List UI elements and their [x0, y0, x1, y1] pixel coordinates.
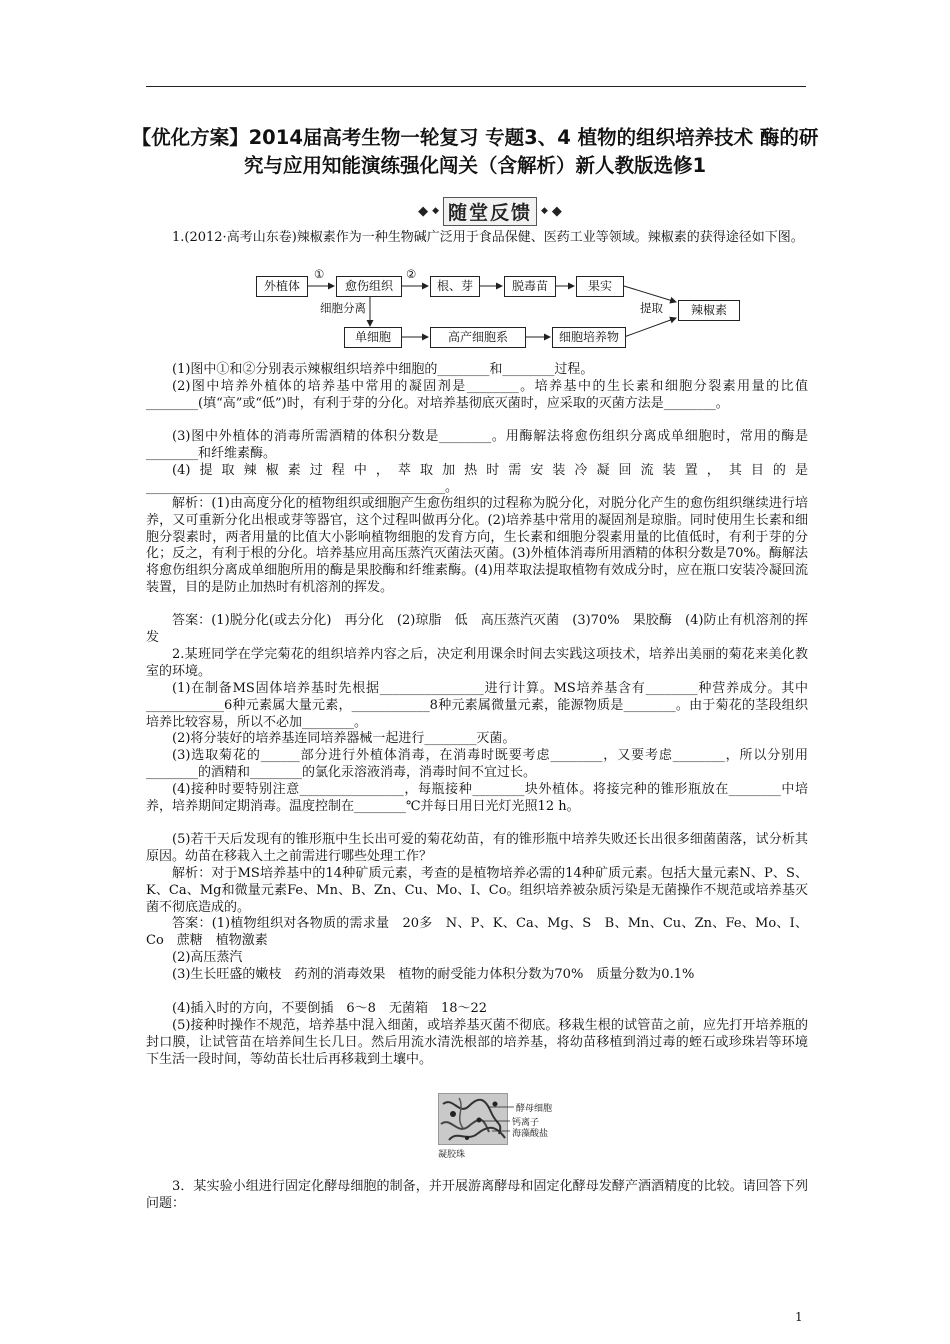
q2-sub5: (5)若干天后发现有的锥形瓶中生长出可爱的菊花幼苗，有的锥形瓶中培养失败还长出很多细菌菌落，试分析其原因。幼苗在移栽入土之前需进行哪些处理工作？ [146, 832, 808, 864]
diamond-icon: ◆ [551, 203, 562, 219]
box-explant: 外植体 [256, 276, 308, 297]
section-banner [390, 198, 590, 224]
q2-sub3: (3)选取菊花的______部分进行外植体消毒，在消毒时既要考虑________，又要考虑________，所以分别用________的酒精和________的氯化汞溶液消毒，消毒时间不宜过长。 [146, 748, 808, 780]
box-high-yield-line: 高产细胞系 [430, 327, 526, 348]
document-title: 【优化方案】2014届高考生物一轮复习 专题3、4 植物的组织培养技术 酶的研究与应用知能演练强化闯关（含解析）新人教版选修1 [131, 126, 819, 177]
q1-sub4: (4)提取辣椒素过程中，萃取加热时需安装冷凝回流装置，其目的是______________________________________________。 [146, 463, 808, 495]
step-1-label: ① [314, 267, 325, 281]
step-2-label: ② [406, 267, 417, 281]
label-alginate: 海藻酸盐 [512, 1129, 549, 1139]
capsaicin-flow-diagram [256, 267, 742, 350]
page-number: 1 [795, 1310, 803, 1324]
box-callus: 愈伤组织 [336, 276, 402, 297]
header-rule [146, 86, 806, 87]
q1-analysis: 解析：(1)由高度分化的植物组织或细胞产生愈伤组织的过程称为脱分化，对脱分化产生的愈伤组织继续进行培养，又可重新分化出根或芽等器官，这个过程叫做再分化。(2)培养基中常用的凝固剂是琼脂。同时使用生长素和细胞分裂素时，两者用量的比值大小影响植物细胞的发育方向，生长素和细胞分裂素用量的比值低时，有利于芽的分化；反之，有利于根的分化。培养基应用高压蒸汽灭菌法灭菌。(3)外植体消毒所用酒精的体积分数是70%。酶解法将愈伤组织分离成单细胞所用的酶是果胶酶和纤维素酶。(4)用萃取法提取植物有效成分时，应在瓶口安装冷凝回流装置，目的是防止加热时有机溶剂的挥发。 [146, 496, 808, 595]
q2-sub4: (4)接种时要特别注意________________，每瓶接种________块外植体。将接完种的锥形瓶放在________中培养，培养期间定期消毒。温度控制在________℃并每日用日光灯光照12 h。 [146, 782, 808, 814]
extraction-label: 提取 [640, 301, 663, 315]
q2-answer-4: (4)插入时的方向，不要倒插 6～8 无菌箱 18～22 [172, 1001, 488, 1016]
q1-sub1: (1)图中①和②分别表示辣椒组织培养中细胞的________和________过程。 [172, 362, 594, 377]
box-capsaicin: 辣椒素 [678, 300, 740, 321]
box-virus-free-seedling: 脱毒苗 [504, 276, 556, 297]
figure-caption: 凝胶珠 [438, 1150, 466, 1160]
q1-sub2: (2)图中培养外植体的培养基中常用的凝固剂是________。培养基中的生长素和细胞分裂素用量的比值________(填“高”或“低”)时，有利于芽的分化。对培养基彻底灭菌时，应采取的灭菌方法是________。 [146, 379, 808, 411]
box-root-bud: 根、芽 [430, 276, 480, 297]
q2-intro: 2.某班同学在学完菊花的组织培养内容之后，决定利用课余时间去实践这项技术，培养出美丽的菊花来美化教室的环境。 [146, 647, 808, 679]
label-yeast-cell: 酵母细胞 [516, 1104, 553, 1114]
banner-text: 随堂反馈 [443, 197, 537, 226]
box-fruit: 果实 [576, 276, 624, 297]
label-calcium-ion: 钙离子 [512, 1118, 540, 1128]
q1-sub3: (3)图中外植体的消毒所需酒精的体积分数是________。用酶解法将愈伤组织分离成单细胞时，常用的酶是________和纤维素酶。 [146, 429, 808, 461]
box-single-cell: 单细胞 [344, 327, 402, 348]
q2-answer-1: 答案：(1)植物组织对各物质的需求量 20多 N、P、K、Ca、Mg、S B、Mn、Cu、Zn、Fe、Mo、I、Co 蔗糖 植物激素 [146, 916, 808, 948]
gel-bead-figure [438, 1093, 588, 1159]
diamond-icon: ◆ [432, 206, 439, 216]
diamond-icon: ◆ [418, 203, 429, 219]
q2-sub1: (1)在制备MS固体培养基时先根据________________进行计算。MS培养基含有________种营养成分。其中____________6种元素属大量元素，____________8种元素属微量元素，能源物质是________。由于菊花的茎段组织培养比较容易，所以不必加________。 [146, 681, 808, 730]
cell-separation-label: 细胞分离 [320, 301, 366, 315]
box-cell-culture: 细胞培养物 [552, 327, 626, 348]
diamond-icon: ◆ [541, 206, 548, 216]
q1-answer: 答案：(1)脱分化(或去分化) 再分化 (2)琼脂 低 高压蒸汽灭菌 (3)70% 果胶酶 (4)防止有机溶剂的挥发 [146, 613, 808, 645]
q2-analysis: 解析：对于MS培养基中的14种矿质元素，考查的是植物培养必需的14种矿质元素。包括大量元素N、P、S、K、Ca、Mg和微量元素Fe、Mn、B、Zn、Cu、Mo、I、Co。组织培养被杂质污染是无菌操作不规范或培养基灭菌不彻底造成的。 [146, 866, 808, 915]
q2-answer-5: (5)接种时操作不规范，培养基中混入细菌，或培养基灭菌不彻底。移栽生根的试管苗之前，应先打开培养瓶的封口膜，让试管苗在培养间生长几日。然后用流水清洗根部的培养基，将幼苗移植到消过毒的蛭石或珍珠岩等环境下生活一段时间，等幼苗长壮后再移栽到土壤中。 [146, 1018, 808, 1067]
q2-answer-2: (2)高压蒸汽 [172, 950, 243, 965]
q2-sub2: (2)将分装好的培养基连同培养器械一起进行________灭菌。 [172, 731, 516, 746]
q2-answer-3: (3)生长旺盛的嫩枝 药剂的消毒效果 植物的耐受能力体积分数为70% 质量分数为0.1% [172, 967, 695, 982]
q3-intro: 3．某实验小组进行固定化酵母细胞的制备，并开展游离酵母和固定化酵母发酵产酒酒精度的比较。请回答下列问题： [146, 1179, 808, 1211]
q1-intro: 1.(2012·高考山东卷)辣椒素作为一种生物碱广泛用于食品保健、医药工业等领域。辣椒素的获得途径如下图。 [172, 230, 804, 245]
